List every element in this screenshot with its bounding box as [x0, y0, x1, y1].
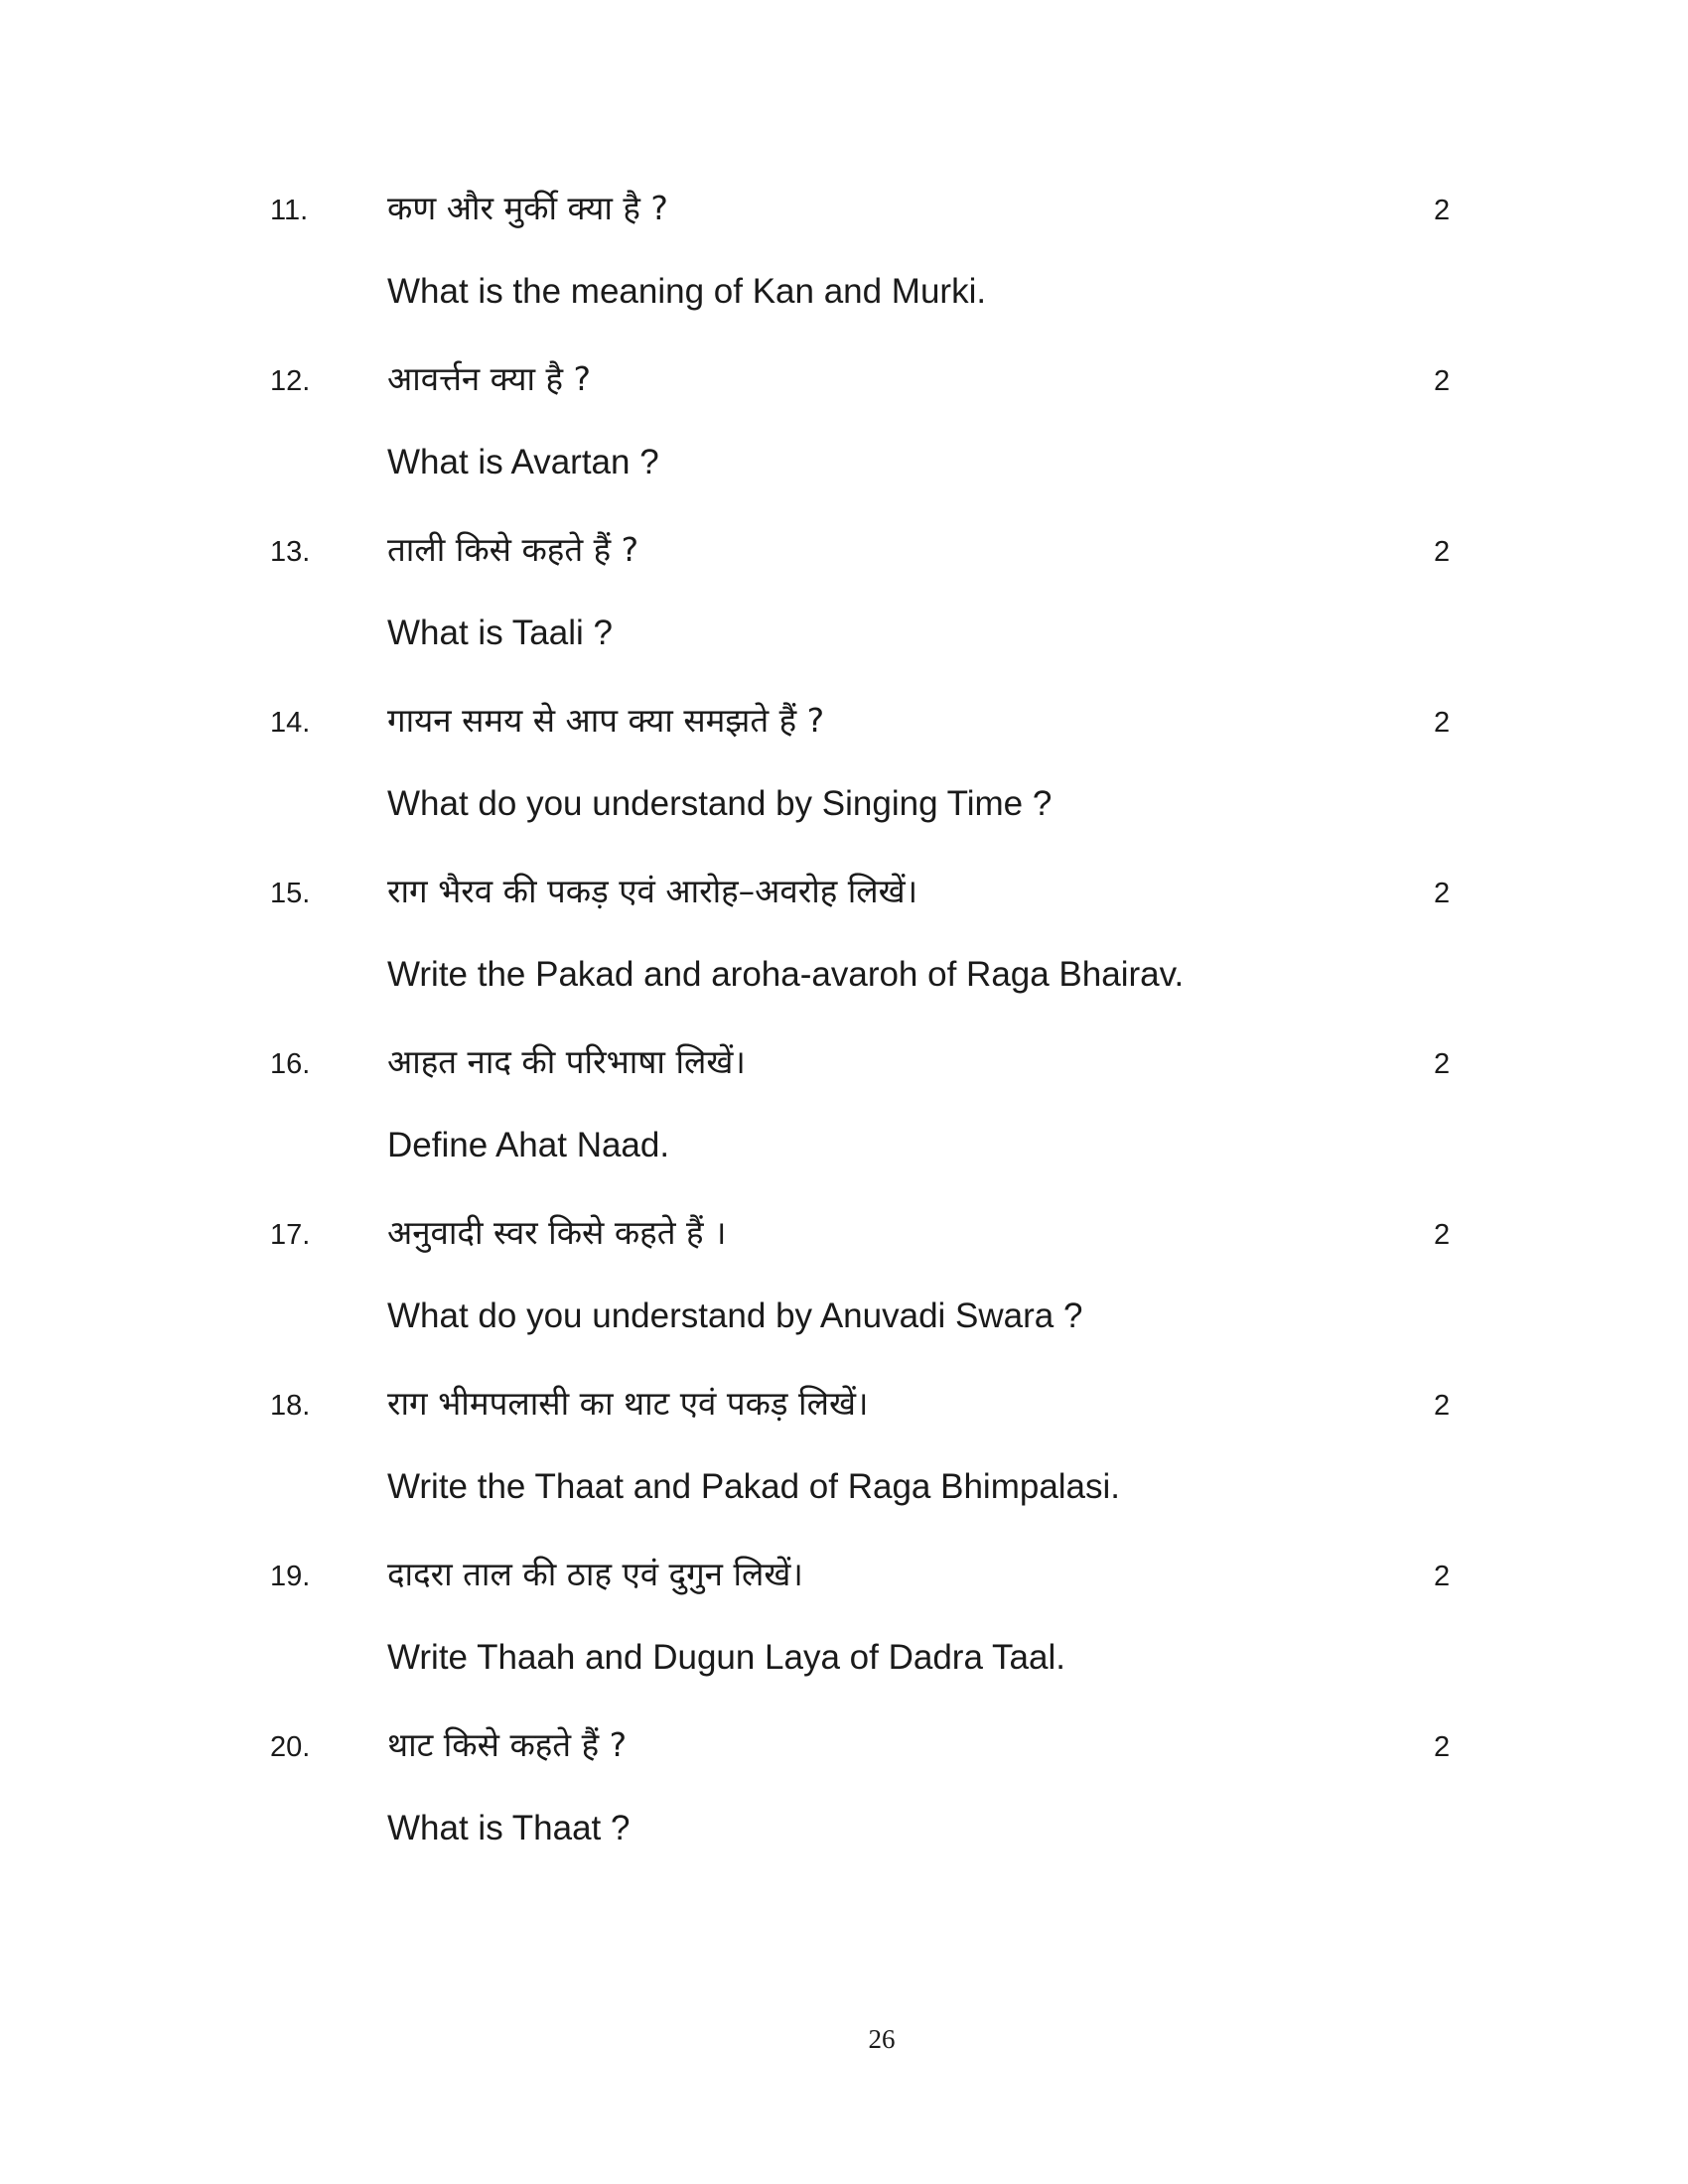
question-text-english: Write the Pakad and aroha-avaroh of Raga Bhairav.	[387, 955, 1185, 994]
question-text-english: Write the Thaat and Pakad of Raga Bhimpalasi.	[387, 1467, 1121, 1506]
question-marks: 2	[1434, 536, 1451, 568]
question-text-hindi: दादरा ताल की ठाह एवं दुगुन लिखें।	[387, 1555, 803, 1593]
question-number: 15.	[270, 878, 311, 909]
question-text-hindi: अनुवादी स्वर किसे कहते हैं ।	[387, 1213, 727, 1252]
question-19	[0, 1557, 1688, 1727]
question-13	[0, 532, 1688, 703]
question-number: 13.	[270, 536, 311, 568]
question-marks: 2	[1434, 1561, 1451, 1592]
question-number: 19.	[270, 1561, 311, 1592]
question-text-english: Write Thaah and Dugun Laya of Dadra Taal.	[387, 1638, 1065, 1677]
question-marks: 2	[1434, 1390, 1451, 1422]
question-text-english: What do you understand by Anuvadi Swara ?	[387, 1297, 1083, 1335]
question-marks: 2	[1434, 1731, 1451, 1763]
question-16	[0, 1044, 1688, 1215]
question-number: 14.	[270, 707, 311, 739]
question-number: 20.	[270, 1731, 311, 1763]
question-text-hindi: राग भैरव की पकड़ एवं आरोह–अवरोह लिखें।	[387, 872, 918, 910]
question-marks: 2	[1434, 1219, 1451, 1251]
question-text-hindi: थाट किसे कहते हैं ?	[387, 1725, 628, 1764]
question-marks: 2	[1434, 365, 1451, 397]
page-number: 26	[868, 2024, 896, 2054]
question-text-english: What do you understand by Singing Time ?	[387, 784, 1053, 823]
question-marks: 2	[1434, 195, 1451, 226]
question-15	[0, 874, 1688, 1044]
question-text-hindi: आवर्त्तन क्या है ?	[387, 359, 592, 398]
question-marks: 2	[1434, 878, 1451, 909]
question-text-hindi: आहत नाद की परिभाषा लिखें।	[387, 1042, 746, 1081]
question-12	[0, 361, 1688, 532]
question-number: 17.	[270, 1219, 311, 1251]
question-text-english: What is the meaning of Kan and Murki.	[387, 272, 987, 311]
question-marks: 2	[1434, 707, 1451, 739]
question-text-english: Define Ahat Naad.	[387, 1126, 670, 1164]
question-number: 11.	[270, 195, 309, 226]
question-text-hindi: गायन समय से आप क्या समझते हैं ?	[387, 701, 825, 740]
question-14	[0, 703, 1688, 874]
question-number: 18.	[270, 1390, 311, 1422]
question-11	[0, 191, 1688, 361]
question-17	[0, 1215, 1688, 1386]
question-marks: 2	[1434, 1048, 1451, 1080]
question-18	[0, 1386, 1688, 1557]
question-20	[0, 1727, 1688, 1898]
question-number: 12.	[270, 365, 311, 397]
question-text-english: What is Thaat ?	[387, 1809, 631, 1847]
question-number: 16.	[270, 1048, 311, 1080]
question-text-english: What is Taali ?	[387, 614, 613, 652]
question-text-hindi: ताली किसे कहते हैं ?	[387, 530, 639, 569]
question-text-hindi: राग भीमपलासी का थाट एवं पकड़ लिखें।	[387, 1384, 869, 1423]
question-text-hindi: कण और मुर्की क्या है ?	[387, 189, 668, 227]
question-text-english: What is Avartan ?	[387, 443, 659, 481]
